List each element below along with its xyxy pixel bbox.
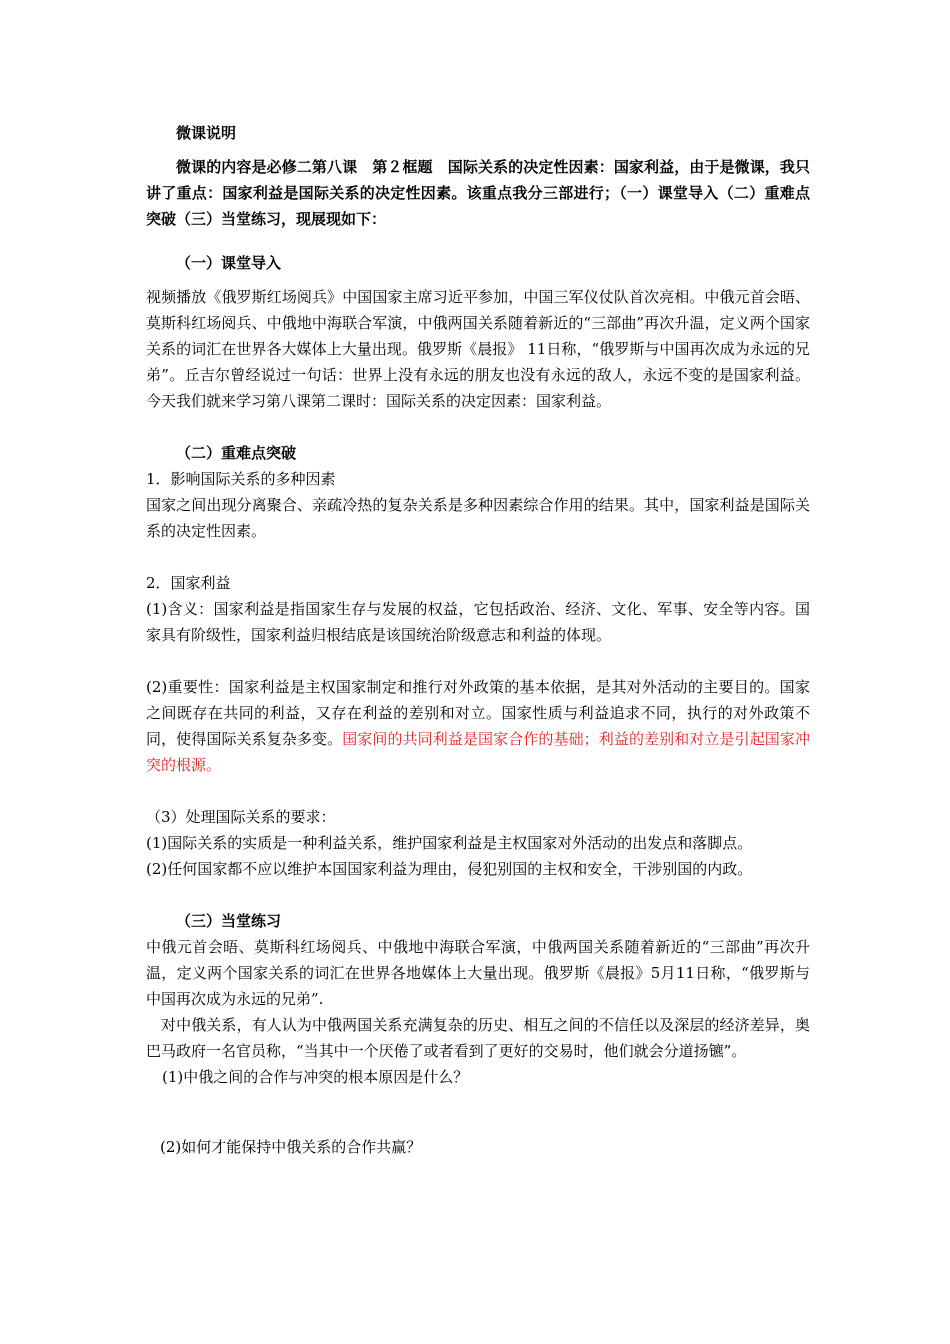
item3-title: （3）处理国际关系的要求： <box>146 808 336 826</box>
section2-heading: （二）重难点突破 <box>176 444 297 462</box>
section1-heading: （一）课堂导入 <box>176 254 282 272</box>
item1-title: 1．影响国际关系的多种因素 <box>146 470 336 488</box>
intro-paragraph: 微课的内容是必修二第八课 第２框题 国际关系的决定性因素：国家利益，由于是微课，我只讲了重点：国家利益是国际关系的决定性因素。该重点我分三部进行；（一）课堂导入（二）重难点突破（三）当堂练习，现展现如下： <box>146 158 810 228</box>
document-page <box>146 120 810 1160</box>
item2-importance-highlight: 国家间的共同利益是国家合作的基础；利益的差别和对立是引起国家冲突的根源。 <box>146 730 810 774</box>
item2-importance-text: (2)重要性：国家利益是主权国家制定和推行对外政策的基本依据，是其对外活动的主要目的。国家之间既存在共同的利益，又存在利益的差别和对立。国家性质与利益追求不同，执行的对外政策不同，使得国际关系复杂多变。 <box>146 678 810 748</box>
exercise-question-1: (1)中俄之间的合作与冲突的根本原因是什么？ <box>162 1068 469 1086</box>
exercise-material-1: 中俄元首会晤、莫斯科红场阅兵、中俄地中海联合军演，中俄两国关系随着新近的“三部曲”再次升温，定义两个国家关系的词汇在世界各地媒体上大量出现。俄罗斯《晨报》5月11日称，“俄罗斯与中国再次成为永远的兄弟”. <box>146 938 810 1008</box>
exercise-material-2: 对中俄关系，有人认为中俄两国关系充满复杂的历史、相互之间的不信任以及深层的经济差异，奥巴马政府一名官员称，“当其中一个厌倦了或者看到了更好的交易时，他们就会分道扬镳”。 <box>146 1016 810 1060</box>
section3-heading: （三）当堂练习 <box>176 912 282 930</box>
item2-importance <box>146 674 810 778</box>
item2-title: 2．国家利益 <box>146 574 231 592</box>
item3-point1: (1)国际关系的实质是一种利益关系，维护国家利益是主权国家对外活动的出发点和落脚点。 <box>146 834 753 852</box>
item1-body: 国家之间出现分离聚合、亲疏冷热的复杂关系是多种因素综合作用的结果。其中，国家利益是国际关系的决定性因素。 <box>146 496 810 540</box>
doc-title: 微课说明 <box>176 124 237 142</box>
exercise-question-2: (2)如何才能保持中俄关系的合作共赢？ <box>160 1138 422 1156</box>
section1-body: 视频播放《俄罗斯红场阅兵》中国国家主席习近平参加，中国三军仪仗队首次亮相。中俄元首会晤、莫斯科红场阅兵、中俄地中海联合军演，中俄两国关系随着新近的“三部曲”再次升温，定义两个国家关系的词汇在世界各大媒体上大量出现。俄罗斯《晨报》 11日称，“俄罗斯与中国再次成为永远的兄弟”。丘吉尔曾经说过一句话：世界上没有永远的朋友也没有永远的敌人，永远不变的是国家利益。今天我们就来学习第八课第二课时：国际关系的决定因素：国家利益。 <box>146 288 810 410</box>
item2-meaning: (1)含义：国家利益是指国家生存与发展的权益，它包括政治、经济、文化、军事、安全等内容。国家具有阶级性，国家利益归根结底是该国统治阶级意志和利益的体现。 <box>146 600 810 644</box>
item3-point2: (2)任何国家都不应以维护本国国家利益为理由，侵犯别国的主权和安全，干涉别国的内政。 <box>146 860 753 878</box>
